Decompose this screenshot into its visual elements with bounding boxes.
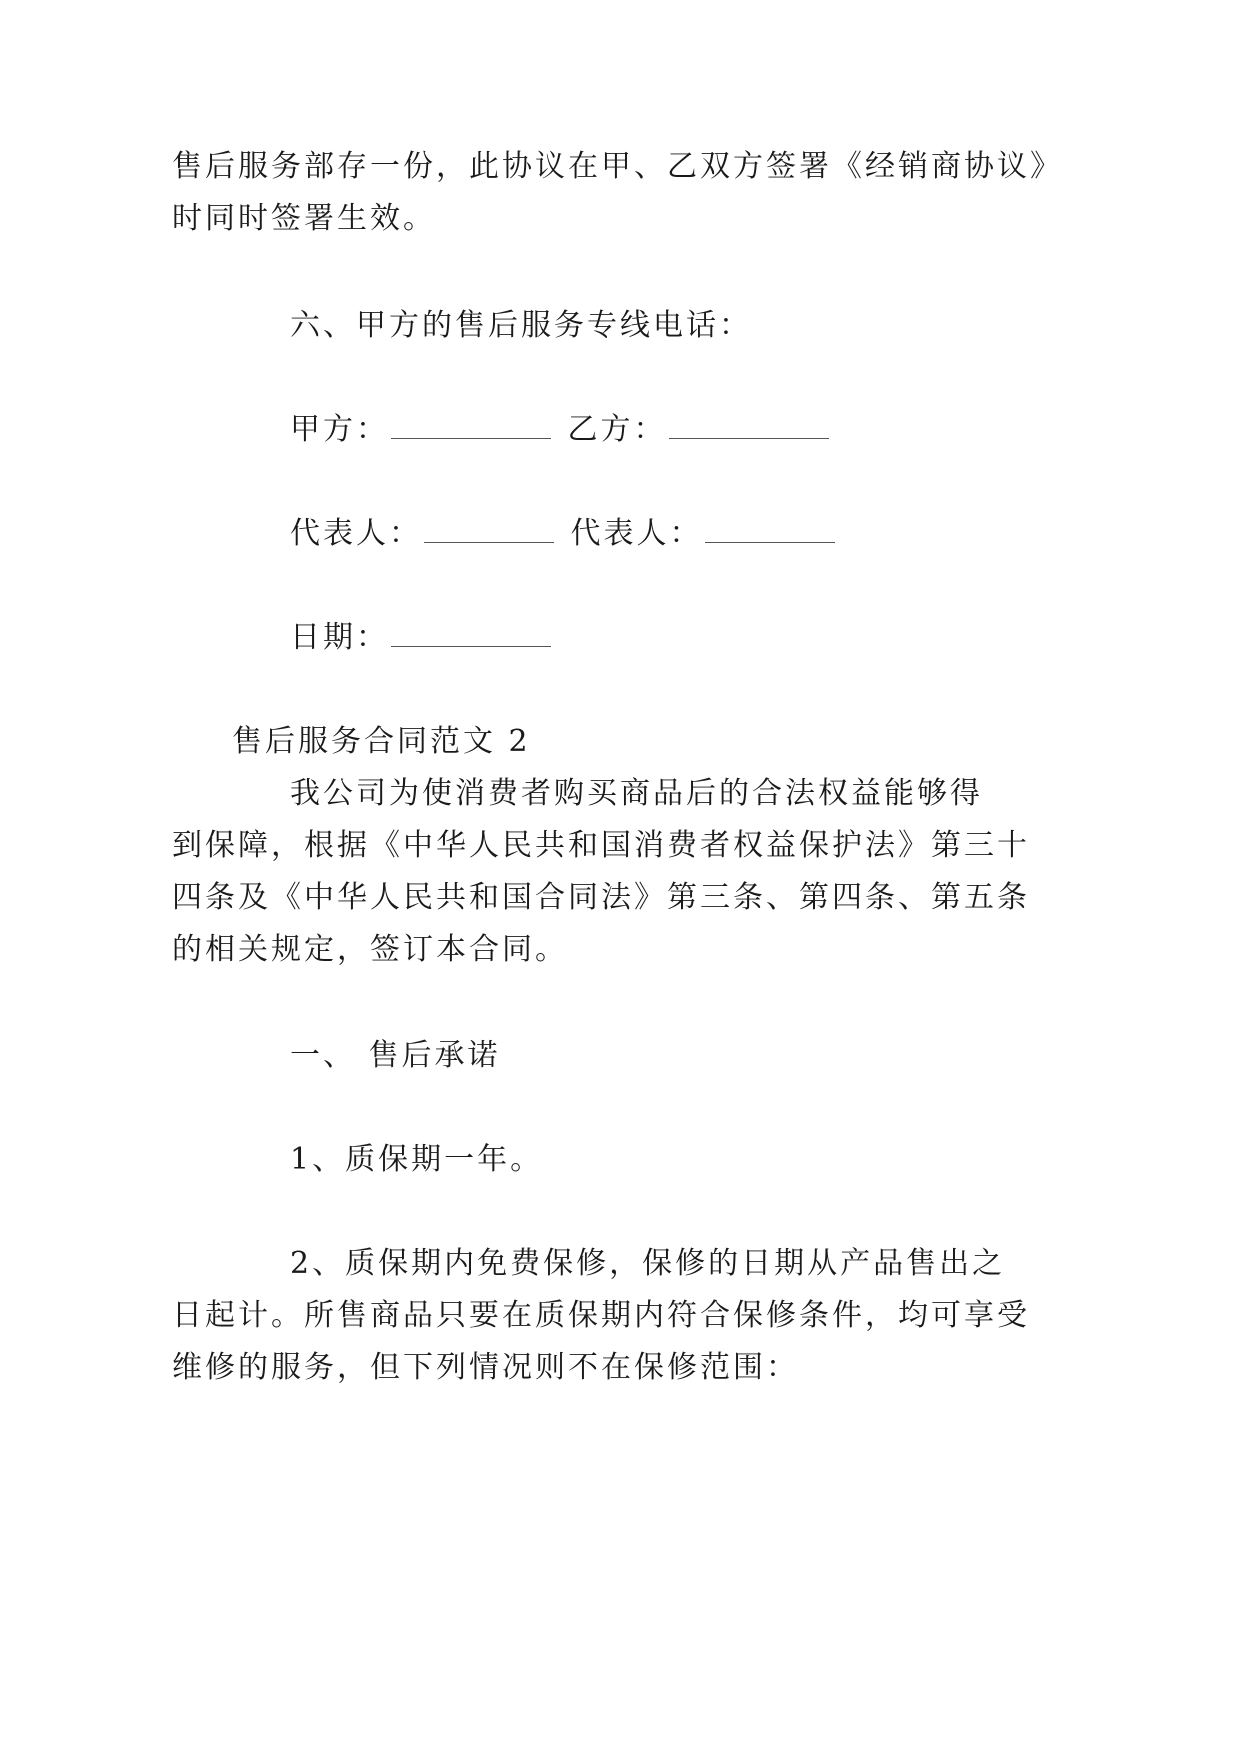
party-a-label: 甲方：	[290, 412, 389, 447]
paragraph-line: 的相关规定，签订本合同。	[172, 932, 568, 967]
rep-b-label: 代表人：	[570, 516, 703, 551]
hotline-heading: 六、甲方的售后服务专线电话：	[290, 308, 752, 343]
rep-a-label: 代表人：	[290, 516, 422, 551]
party-b-blank[interactable]	[669, 416, 829, 439]
paragraph-line: 四条及《中华人民共和国合同法》第三条、第四条、第五条	[172, 880, 1030, 915]
rep-a-blank[interactable]	[424, 520, 554, 543]
section-title: 售后服务合同范文 2	[232, 724, 531, 759]
date-label: 日期：	[290, 620, 389, 655]
representative-row	[290, 514, 839, 554]
heading-after-sales: 一、 售后承诺	[290, 1038, 501, 1073]
list-item: 1、质保期一年。	[290, 1142, 544, 1177]
rep-b-blank[interactable]	[705, 520, 835, 543]
paragraph-line: 日起计。所售商品只要在质保期内符合保修条件，均可享受	[172, 1298, 1030, 1333]
date-row	[290, 618, 555, 658]
paragraph-line: 到保障，根据《中华人民共和国消费者权益保护法》第三十	[172, 828, 1030, 863]
party-row	[290, 410, 833, 450]
party-b-label: 乙方：	[567, 412, 667, 447]
paragraph-line: 维修的服务，但下列情况则不在保修范围：	[172, 1350, 799, 1385]
date-blank[interactable]	[391, 624, 551, 647]
paragraph-line: 时同时签署生效。	[172, 201, 436, 236]
paragraph-line: 售后服务部存一份，此协议在甲、乙双方签署《经销商协议》	[172, 149, 1063, 184]
party-a-blank[interactable]	[391, 416, 551, 439]
paragraph-line: 我公司为使消费者购买商品后的合法权益能够得	[290, 776, 983, 811]
paragraph-line: 2、质保期内免费保修，保修的日期从产品售出之	[290, 1246, 1006, 1281]
